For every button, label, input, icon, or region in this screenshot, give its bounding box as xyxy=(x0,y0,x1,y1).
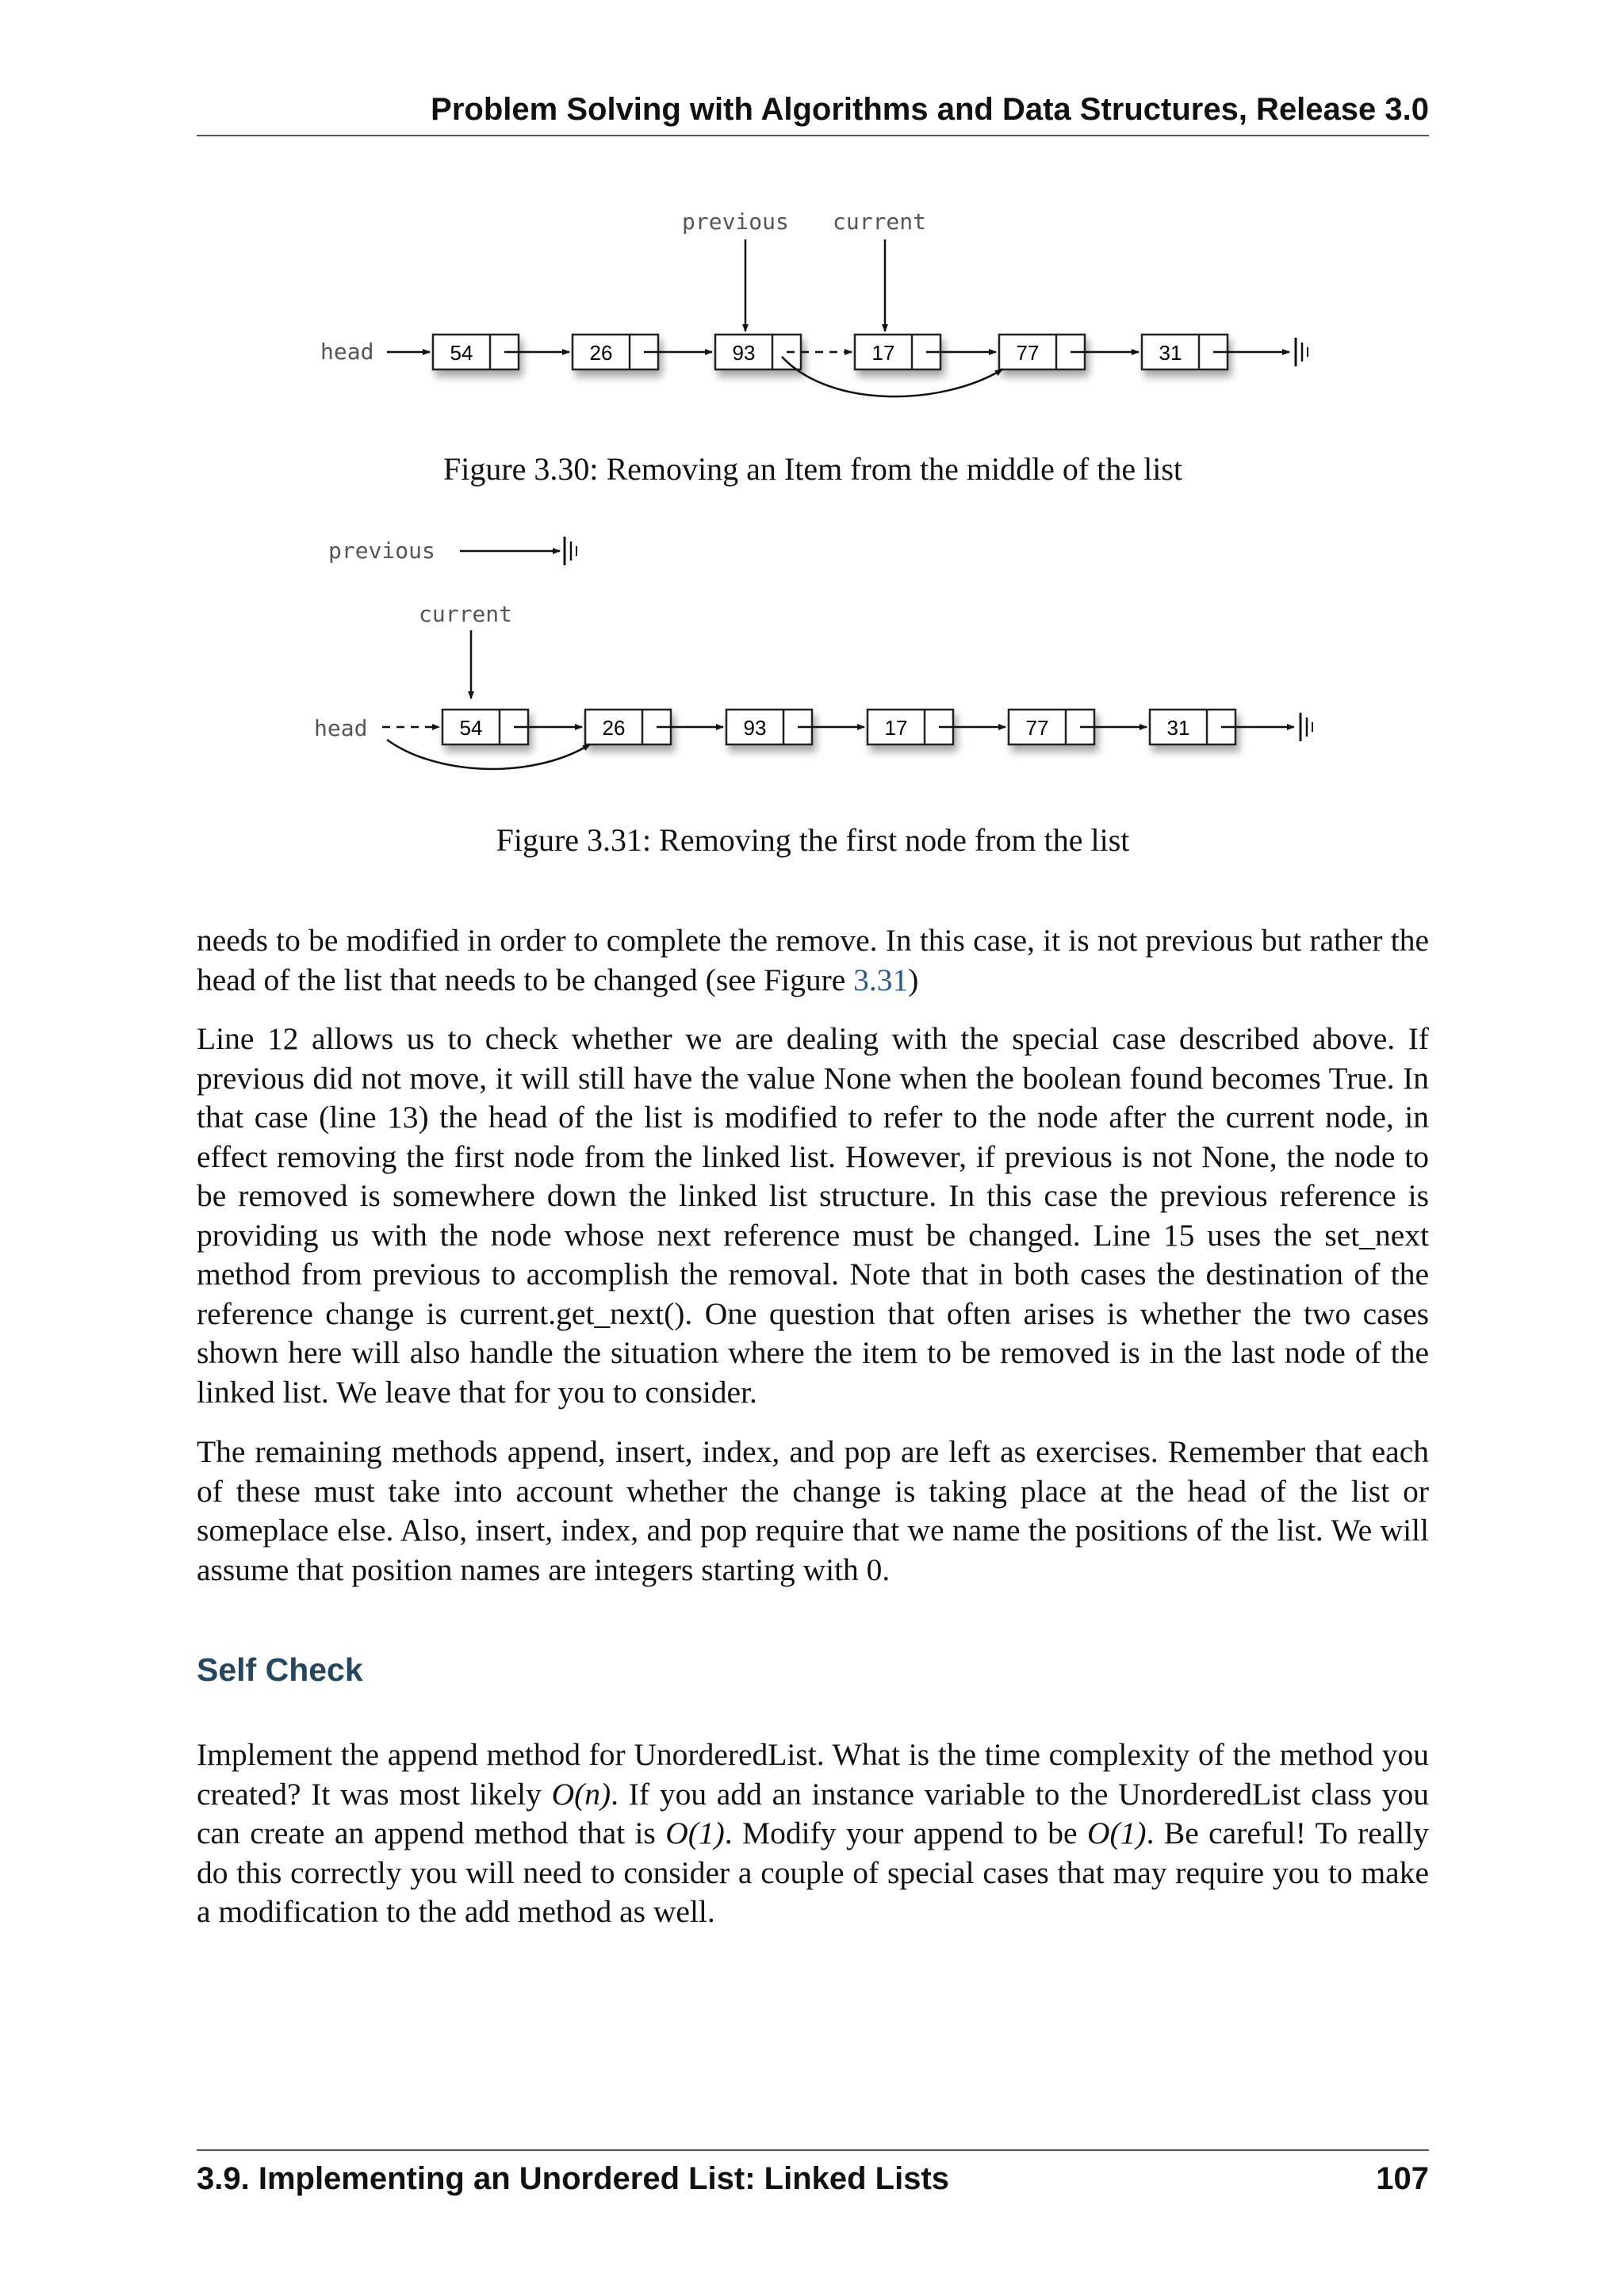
running-header: Problem Solving with Algorithms and Data Structures, Release 3.0 xyxy=(431,92,1429,127)
null-ground-icon xyxy=(1300,713,1312,741)
node-value: 93 xyxy=(743,716,767,740)
math-o-1: O(1) xyxy=(665,1816,725,1850)
paragraph-remove-head: needs to be modified in order to complete the remove. In this case, it is not previous but rather the head of the list that needs to be changed (see Figure 3.31) xyxy=(197,923,1429,997)
node-value: 31 xyxy=(1166,716,1190,740)
node-value: 26 xyxy=(589,341,613,365)
self-check-paragraph: Implement the append method for UnorderedList. What is the time complexity of the method you created? It was most likely O(n). If you add an instance variable to the UnorderedList class you can create an append method that is O(1). Modify your append to be O(1). Be careful! To really do this correctly you will need to consider a couple of special cases that may require you to make a modification to the add method as well. xyxy=(197,1737,1429,1929)
previous-label: previous xyxy=(328,538,435,564)
math-o-n: O(n) xyxy=(551,1776,611,1812)
null-ground-icon xyxy=(1296,338,1308,366)
page-number: 107 xyxy=(1376,2161,1429,2196)
node-value: 77 xyxy=(1016,341,1040,365)
current-label: current xyxy=(419,601,513,627)
figure-3-30 xyxy=(197,198,1429,424)
node-value: 54 xyxy=(459,716,483,740)
self-check-heading: Self Check xyxy=(197,1651,363,1688)
paragraph-remaining-methods: The remaining methods append, insert, index, and pop are left as exercises. Remember that each of these must take into account whether the change is taking place at the head of the list or someplace else. Also, insert, index, and pop require that we name the positions of the list. We will assume that position names are integers starting with 0. xyxy=(197,1434,1429,1587)
node-value: 93 xyxy=(732,341,756,365)
footer xyxy=(197,2158,1429,2199)
footer-rule xyxy=(197,2149,1429,2151)
header-rule xyxy=(197,135,1429,136)
node-value: 54 xyxy=(450,341,473,365)
footer-section-title: 3.9. Implementing an Unordered List: Linked Lists xyxy=(197,2161,950,2196)
math-o-1: O(1) xyxy=(1086,1816,1147,1850)
node-value: 26 xyxy=(602,716,626,740)
head-label: head xyxy=(320,339,374,365)
node-value: 31 xyxy=(1159,341,1182,365)
node-value: 77 xyxy=(1025,716,1049,740)
node-value: 17 xyxy=(884,716,908,740)
node-value: 17 xyxy=(871,341,895,365)
figure-3-31-caption: Figure 3.31: Removing the first node from the list xyxy=(496,822,1130,858)
paragraph-special-case: Line 12 allows us to check whether we are dealing with the special case described above. If previous did not move, it will still have the value None when the boolean found becomes True. In that case (line 13) the head of the list is modified to refer to the node after the current node, in effect removing the first node from the linked list. However, if previous is not None, the node to be removed is somewhere down the linked list structure. In this case the previous reference is providing us with the node whose next reference must be changed. Line 15 uses the set_next method from previous to accomplish the removal. Note that in both cases the destination of the reference change is current.get_next(). One question that often arises is whether the two cases shown here will also handle the situation where the item to be removed is in the last node of the linked list. We leave that for you to consider. xyxy=(197,1021,1429,1410)
figure-3-31 xyxy=(197,519,1429,793)
current-label: current xyxy=(833,209,927,235)
previous-label: previous xyxy=(682,209,789,235)
figure-3-30-caption: Figure 3.30: Removing an Item from the middle of the list xyxy=(442,451,1183,487)
null-ground-icon xyxy=(565,537,576,565)
head-label: head xyxy=(314,715,368,741)
figure-3-31-link[interactable]: 3.31 xyxy=(853,962,909,997)
